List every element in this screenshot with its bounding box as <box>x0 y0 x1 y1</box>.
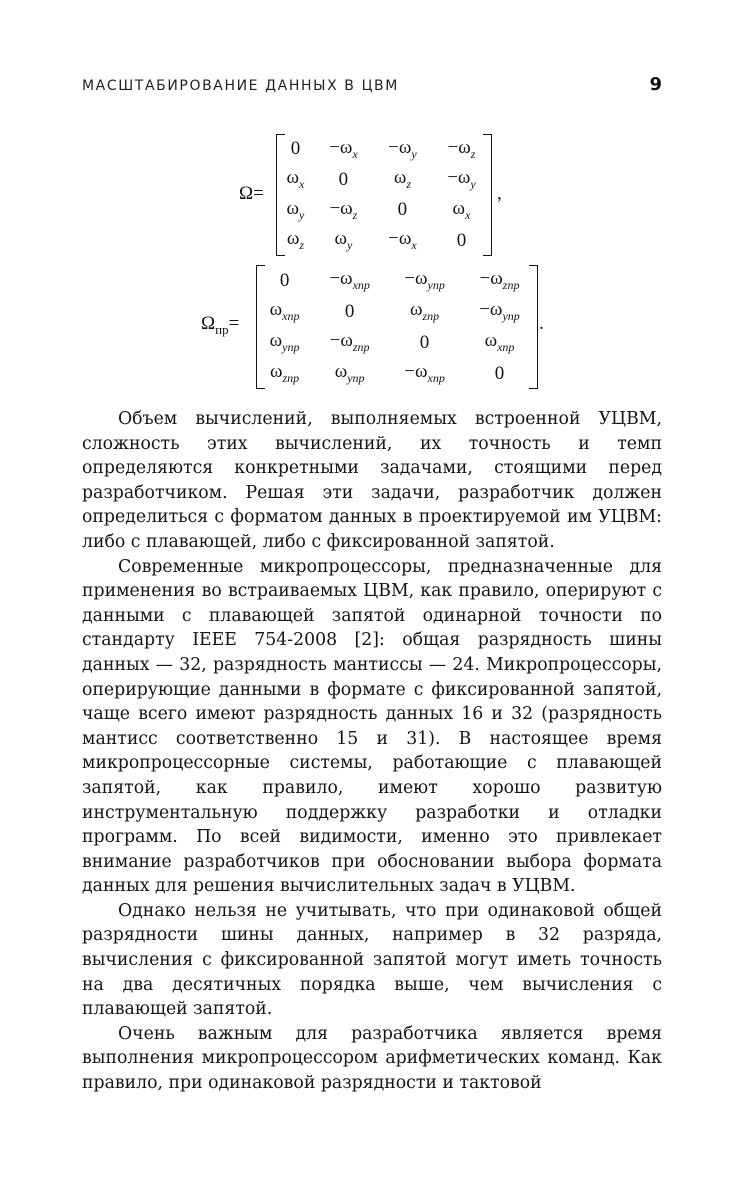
matrix-cell <box>312 265 387 296</box>
matrix-cell-subscript: yпр <box>282 339 300 354</box>
matrix-cell-base: −ω <box>479 299 503 321</box>
matrix-cell <box>257 296 312 327</box>
equation-omega-comma: , <box>497 183 502 204</box>
matrix-cell-base: −ω <box>329 197 353 219</box>
matrix-cell-base: 0 <box>279 269 290 291</box>
matrix-cell <box>277 195 314 226</box>
matrix-cell-subscript: y <box>346 238 353 253</box>
equation-omega-pr-lhs <box>201 313 239 338</box>
matrix-row <box>277 195 491 226</box>
matrix-row <box>277 165 491 196</box>
matrix-cell <box>432 195 491 226</box>
matrix-cell-base: 0 <box>338 168 349 190</box>
equals-sign: = <box>228 313 240 334</box>
matrix-cell-subscript: z <box>406 177 412 192</box>
matrix-cell <box>387 358 462 389</box>
matrix-cell <box>462 327 537 358</box>
matrix-cell-subscript: zпр <box>282 370 300 385</box>
matrix-cell-subscript: x <box>299 177 305 192</box>
matrix-omega-table <box>277 134 491 256</box>
matrix-cell-subscript: x <box>465 207 471 222</box>
matrix-cell-base: 0 <box>290 138 301 160</box>
matrix-cell-base: ω <box>286 228 300 250</box>
matrix-cell <box>387 296 462 327</box>
matrix-cell <box>314 195 373 226</box>
equation-omega-lhs <box>239 183 264 205</box>
matrix-cell-base: 0 <box>494 362 505 384</box>
matrix-cell <box>277 226 314 257</box>
matrix-cell-base: −ω <box>447 167 471 189</box>
matrix-row <box>277 226 491 257</box>
matrix-cell-base: ω <box>393 167 407 189</box>
paragraph: Современные микропроцессоры, предназначенные для применения во встраиваемых ЦВМ, как правило, оперируют с данными с плавающей запятой одинарной точности по стандарту IEEE 754-2008 [2]: общая разрядность шины данных — 32, разрядность мантиссы — 24. Микропроцессоры, оперирующие данными в формате с фиксированной запятой, чаще всего имеют разрядность данных 16 и 32 (разрядность мантисс соответственно 15 и 31). В настоящее время микропроцессорные системы, работающие с плавающей запятой, как правило, имеют хорошо развитую инструментальную поддержку разработки и отладки программ. По всей видимости, именно это привлекает внимание разработчиков при обосновании выбора формата данных для решения вычислительных задач в УЦВМ. <box>82 556 662 897</box>
matrix-cell-subscript: xпр <box>497 339 515 354</box>
matrix-cell <box>432 134 491 165</box>
matrix-cell <box>432 226 491 257</box>
matrix-cell-base: 0 <box>397 199 408 221</box>
matrix-cell-base: −ω <box>404 268 428 290</box>
matrix-cell-subscript: y <box>299 207 305 222</box>
matrix-cell <box>257 327 312 358</box>
matrix-cell <box>312 327 387 358</box>
matrix-cell <box>462 358 537 389</box>
matrix-cell-base: ω <box>334 361 348 383</box>
matrix-cell-base: 0 <box>419 331 430 353</box>
matrix-cell-subscript: y <box>470 177 476 192</box>
matrix-row <box>257 327 537 358</box>
omega-symbol: Ω <box>201 313 216 334</box>
body-text <box>82 407 662 1096</box>
running-title: МАСШТАБИРОВАНИЕ ДАННЫХ В ЦВМ <box>82 78 399 94</box>
matrix-cell-subscript: zпр <box>422 308 440 323</box>
matrix-row <box>257 265 537 296</box>
matrix-cell <box>373 134 432 165</box>
matrix-cell-base: ω <box>269 361 283 383</box>
paragraph: Однако нельзя не учитывать, что при одинаковой общей разрядности шины данных, например в 32 разряда, вычисления с фиксированной запятой могут иметь точность на два десятичных порядка выше, чем вычисления с плавающей запятой. <box>82 900 662 1020</box>
matrix-cell-base: ω <box>286 197 300 219</box>
matrix-cell <box>277 134 314 165</box>
matrix-cell-base: −ω <box>388 228 412 250</box>
matrix-cell <box>387 327 462 358</box>
paragraph: Объем вычислений, выполняемых встроенной УЦВМ, сложность этих вычислений, их точность и темп определяются конкретными задачами, стоящими перед разработчиком. Решая эти задачи, разработчик должен определиться с форматом данных в проектируемой им УЦВМ: либо с плавающей, либо с фиксированной запятой. <box>82 409 662 552</box>
matrix-omega-pr-table <box>257 265 537 389</box>
omega-symbol: Ω <box>239 183 254 204</box>
matrix-cell-base: −ω <box>329 268 353 290</box>
matrix-cell-subscript: z <box>299 238 305 253</box>
matrix-cell-base: 0 <box>344 300 355 322</box>
matrix-cell <box>257 265 312 296</box>
equals-sign: = <box>253 183 264 204</box>
matrix-row <box>277 134 491 165</box>
matrix-cell-subscript: yпр <box>427 277 445 292</box>
paragraph: Очень важным для разработчика является время выполнения микропроцессором арифметических команд. Как правило, при одинаковой разрядности и тактовой <box>82 1023 662 1094</box>
matrix-cell-base: −ω <box>404 361 428 383</box>
matrix-row <box>257 296 537 327</box>
matrix-cell-base: ω <box>269 299 283 321</box>
matrix-cell-base: −ω <box>329 136 353 158</box>
matrix-omega-pr <box>256 265 538 389</box>
page-number: 9 <box>649 74 662 95</box>
matrix-cell <box>312 296 387 327</box>
matrix-cell-subscript: z <box>352 207 358 222</box>
matrix-omega <box>276 134 492 256</box>
matrix-cell-base: −ω <box>447 136 471 158</box>
matrix-cell-subscript: y <box>411 146 417 161</box>
matrix-cell-base: −ω <box>479 268 503 290</box>
matrix-cell <box>314 134 373 165</box>
matrix-cell <box>373 165 432 196</box>
matrix-cell <box>314 165 373 196</box>
matrix-cell-subscript: z <box>470 146 476 161</box>
matrix-cell-base: ω <box>484 330 498 352</box>
matrix-cell-base: ω <box>409 299 423 321</box>
matrix-cell-subscript: x <box>352 146 358 161</box>
matrix-cell-base: 0 <box>456 229 467 251</box>
matrix-cell <box>373 226 432 257</box>
matrix-cell <box>373 195 432 226</box>
matrix-cell <box>257 358 312 389</box>
matrix-cell-subscript: xпр <box>352 277 370 292</box>
matrix-cell-subscript: x <box>411 238 417 253</box>
matrix-cell-base: ω <box>269 330 283 352</box>
matrix-cell-base: ω <box>452 197 466 219</box>
matrix-cell <box>462 296 537 327</box>
matrix-cell-subscript: zпр <box>502 277 520 292</box>
matrix-cell-base: ω <box>334 228 347 250</box>
matrix-cell <box>312 358 387 389</box>
matrix-cell-base: ω <box>286 167 300 189</box>
matrix-cell <box>462 265 537 296</box>
matrix-cell-subscript: xпр <box>427 370 445 385</box>
matrix-row <box>257 358 537 389</box>
omega-subscript: пр <box>215 321 229 337</box>
matrix-cell <box>314 226 373 257</box>
matrix-cell <box>432 165 491 196</box>
matrix-cell-base: −ω <box>329 330 353 352</box>
equation-omega-pr-period: . <box>539 313 544 334</box>
matrix-cell-subscript: zпр <box>352 339 370 354</box>
matrix-cell-subscript: yпр <box>347 370 365 385</box>
matrix-cell <box>387 265 462 296</box>
matrix-cell-subscript: xпр <box>282 308 300 323</box>
matrix-cell-base: −ω <box>388 136 412 158</box>
matrix-cell-subscript: yпр <box>502 308 520 323</box>
running-header <box>82 74 662 98</box>
matrix-cell <box>277 165 314 196</box>
